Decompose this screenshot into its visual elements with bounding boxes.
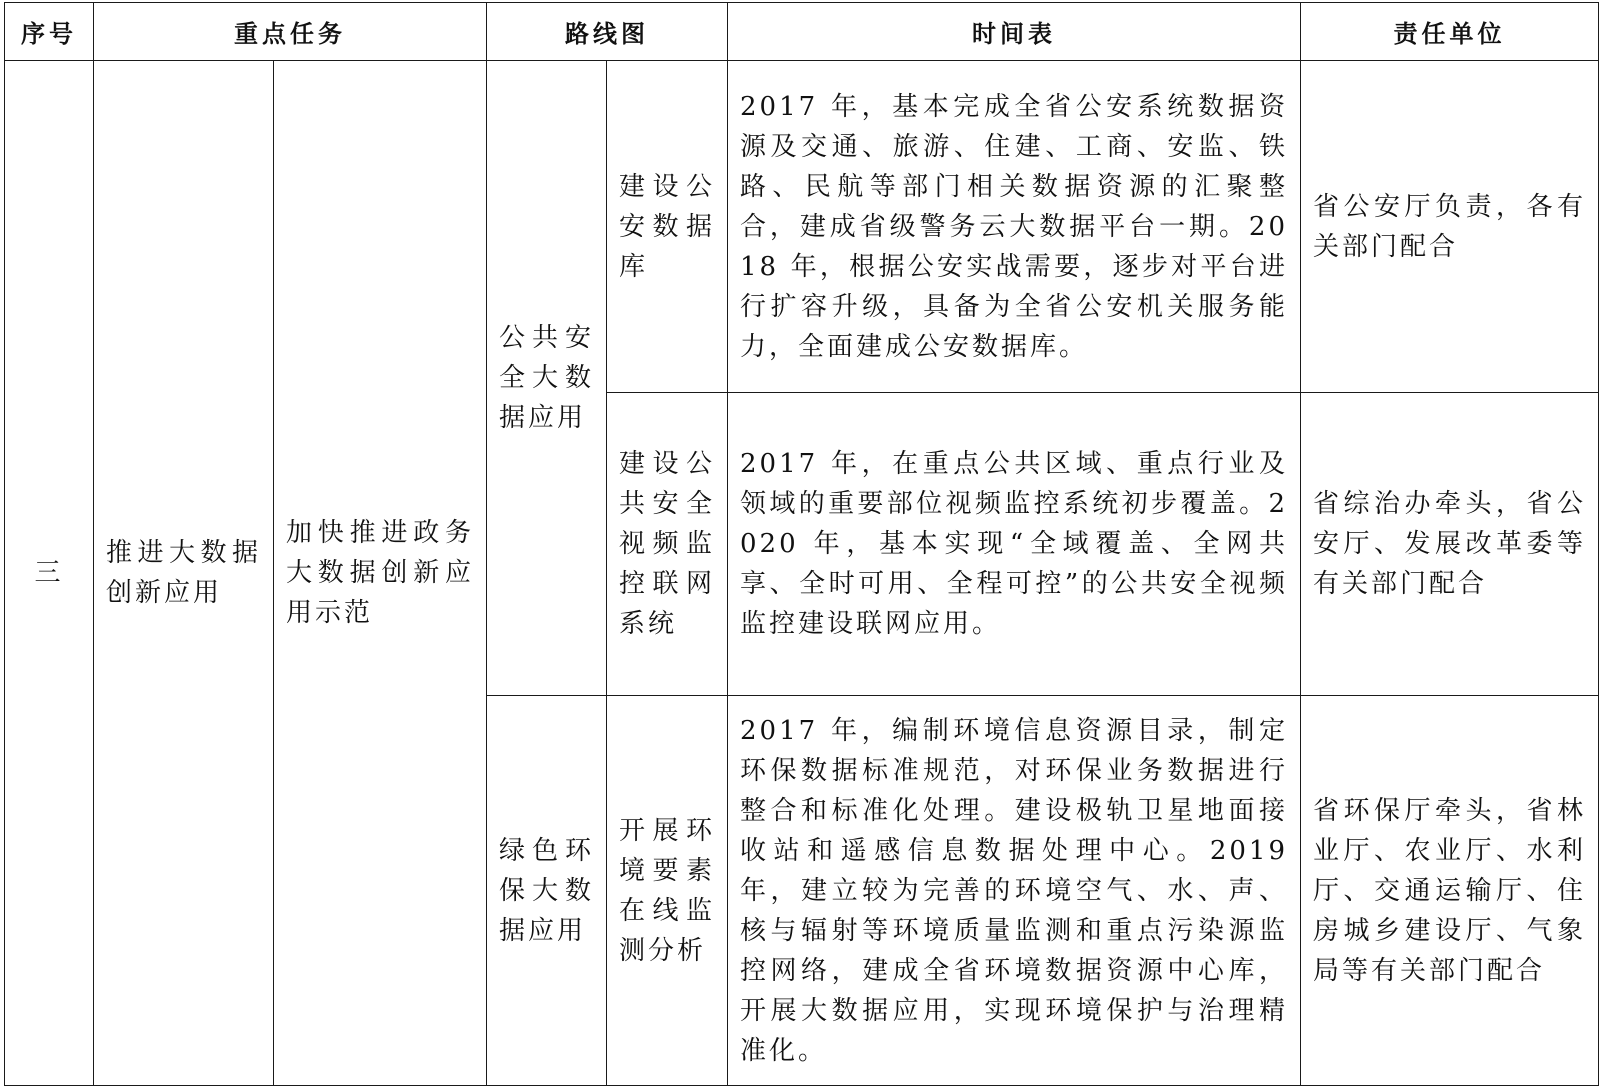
header-row [5, 3, 1599, 61]
header-task: 重点任务 [94, 3, 487, 61]
roadmap-group: 公共安全大数据应用 [487, 61, 607, 696]
task-sub: 加快推进政务大数据创新应用示范 [274, 61, 487, 1086]
header-schedule: 时间表 [728, 3, 1301, 61]
schedule-cell: 2017 年，编制环境信息资源目录，制定环保数据标准规范，对环保业务数据进行整合和标准化处理。建设极轨卫星地面接收站和遥感信息数据处理中心。2019 年，建立较为完善的环境空气、水、声、核与辐射等环境质量监测和重点污染源监控网络，建成全省环境数据资源中心库，开展大数据应用，实现环境保护与治理精准化。 [728, 696, 1301, 1086]
table-row [5, 61, 1599, 393]
schedule-cell: 2017 年，基本完成全省公安系统数据资源及交通、旅游、住建、工商、安监、铁路、民航等部门相关数据资源的汇聚整合，建成省级警务云大数据平台一期。2018 年，根据公安实战需要，逐步对平台进行扩容升级，具备为全省公安机关服务能力，全面建成公安数据库。 [728, 61, 1301, 393]
owner-cell: 省综治办牵头，省公安厅、发展改革委等有关部门配合 [1301, 393, 1599, 696]
roadmap-item: 开展环境要素在线监测分析 [607, 696, 728, 1086]
header-index: 序号 [5, 3, 94, 61]
table-header [5, 3, 1599, 61]
roadmap-item: 建设公安数据库 [607, 61, 728, 393]
section-index: 三 [5, 61, 94, 1086]
table-body [5, 61, 1599, 1086]
owner-cell: 省环保厅牵头，省林业厅、农业厅、水利厅、交通运输厅、住房城乡建设厅、气象局等有关部门配合 [1301, 696, 1599, 1086]
task-main: 推进大数据创新应用 [94, 61, 274, 1086]
header-roadmap: 路线图 [487, 3, 728, 61]
owner-cell: 省公安厅负责，各有关部门配合 [1301, 61, 1599, 393]
roadmap-item: 建设公共安全视频监控联网系统 [607, 393, 728, 696]
schedule-cell: 2017 年，在重点公共区域、重点行业及领域的重要部位视频监控系统初步覆盖。2020 年，基本实现“全域覆盖、全网共享、全时可用、全程可控”的公共安全视频监控建设联网应用。 [728, 393, 1301, 696]
roadmap-group: 绿色环保大数据应用 [487, 696, 607, 1086]
header-owner: 责任单位 [1301, 3, 1599, 61]
roadmap-table [4, 2, 1599, 1086]
